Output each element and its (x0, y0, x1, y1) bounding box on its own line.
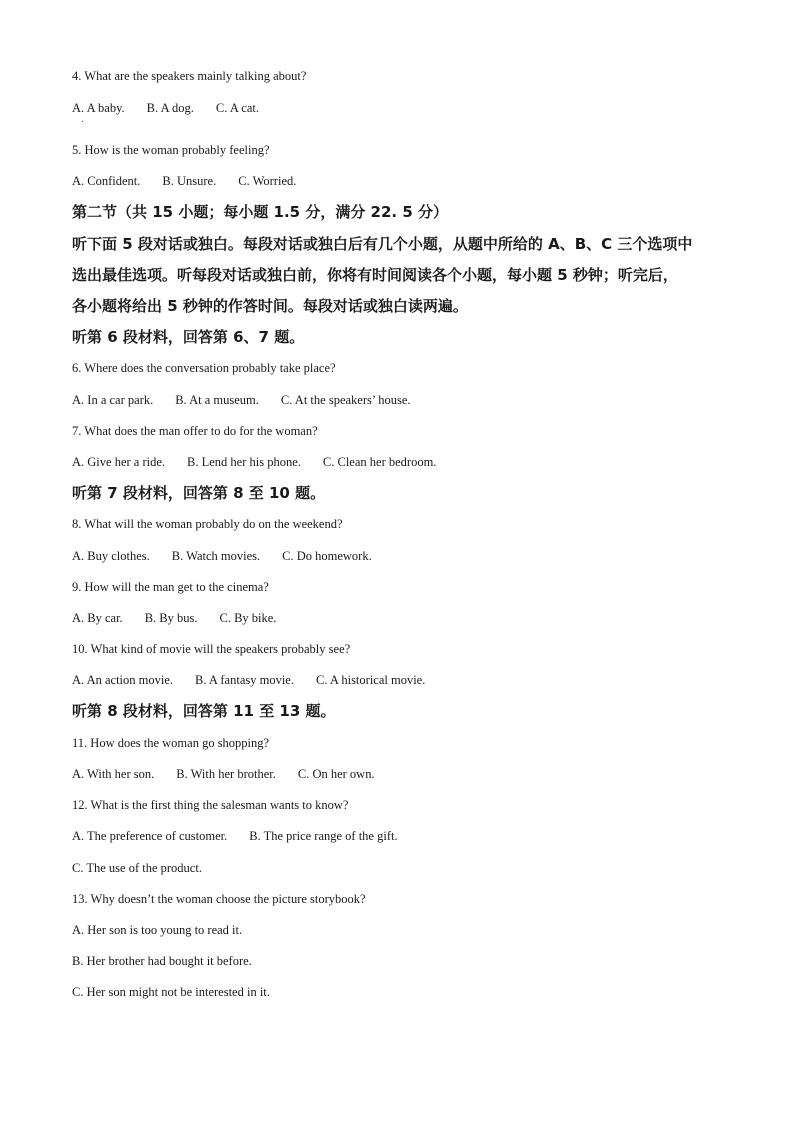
option-b: B. The price range of the gift. (249, 829, 398, 843)
stray-mark (82, 121, 83, 122)
section-2-heading: 第二节（共 15 小题；每小题 1.5 分，满分 22. 5 分） (72, 203, 449, 221)
option-a: A. Give her a ride. (72, 455, 166, 469)
question-7-options (72, 454, 436, 470)
question-9: 9. How will the man get to the cinema? (72, 580, 269, 594)
passage-6-heading: 听第 6 段材料，回答第 6、7 题。 (72, 328, 305, 346)
question-12: 12. What is the first thing the salesman wants to know? (72, 798, 349, 812)
question-5: 5. How is the woman probably feeling? (72, 143, 270, 157)
question-11-options (72, 766, 375, 782)
option-b: B. A fantasy movie. (195, 673, 294, 687)
option-b: B. A dog. (146, 101, 194, 115)
question-12-options-ab (72, 828, 398, 844)
question-13: 13. Why doesn’t the woman choose the picture storybook? (72, 892, 366, 906)
question-4: 4. What are the speakers mainly talking about? (72, 69, 307, 83)
question-12-option-c: C. The use of the product. (72, 861, 202, 875)
option-c: C. A cat. (215, 101, 259, 115)
option-a: A. Confident. (72, 174, 141, 188)
question-13-option-b: B. Her brother had bought it before. (72, 954, 252, 968)
question-6: 6. Where does the conversation probably take place? (72, 361, 336, 375)
option-c: C. By bike. (219, 611, 277, 625)
option-b: B. Unsure. (162, 174, 217, 188)
option-a: A. By car. (72, 611, 123, 625)
option-c: C. A historical movie. (315, 673, 426, 687)
option-c: C. On her own. (297, 767, 375, 781)
question-10: 10. What kind of movie will the speakers probably see? (72, 642, 351, 656)
option-a: A. In a car park. (72, 393, 154, 407)
option-a: A. With her son. (72, 767, 155, 781)
option-c: C. At the speakers’ house. (280, 393, 411, 407)
question-8-options (72, 548, 372, 564)
question-6-options (72, 392, 411, 408)
option-b: B. With her brother. (176, 767, 276, 781)
question-7: 7. What does the man offer to do for the woman? (72, 424, 318, 438)
question-8: 8. What will the woman probably do on the weekend? (72, 517, 343, 531)
question-9-options (72, 610, 276, 626)
option-a: A. A baby. (72, 101, 125, 115)
option-a: A. Buy clothes. (72, 549, 150, 563)
option-c: C. Worried. (238, 174, 297, 188)
section-2-instructions-line-1: 听下面 5 段对话或独白。每段对话或独白后有几个小题，从题中所给的 A、B、C 三个选项中 (72, 235, 693, 253)
option-c: C. Clean her bedroom. (322, 455, 437, 469)
option-b: B. By bus. (144, 611, 198, 625)
option-a: A. The preference of customer. (72, 829, 228, 843)
question-4-options (72, 100, 259, 116)
section-2-instructions-line-2: 选出最佳选项。听每段对话或独白前，你将有时间阅读各个小题，每小题 5 秒钟；听完后， (72, 266, 678, 284)
question-13-option-a: A. Her son is too young to read it. (72, 923, 243, 937)
question-11: 11. How does the woman go shopping? (72, 736, 270, 750)
question-5-options (72, 173, 296, 189)
passage-8-heading: 听第 8 段材料，回答第 11 至 13 题。 (72, 702, 336, 720)
passage-7-heading: 听第 7 段材料，回答第 8 至 10 题。 (72, 484, 326, 502)
section-2-instructions-line-3: 各小题将给出 5 秒钟的作答时间。每段对话或独白读两遍。 (72, 297, 468, 315)
question-13-option-c: C. Her son might not be interested in it. (72, 985, 270, 999)
option-b: B. At a museum. (175, 393, 259, 407)
option-b: B. Watch movies. (171, 549, 261, 563)
option-c: C. Do homework. (282, 549, 372, 563)
option-b: B. Lend her his phone. (187, 455, 301, 469)
option-a: A. An action movie. (72, 673, 174, 687)
question-10-options (72, 672, 425, 688)
